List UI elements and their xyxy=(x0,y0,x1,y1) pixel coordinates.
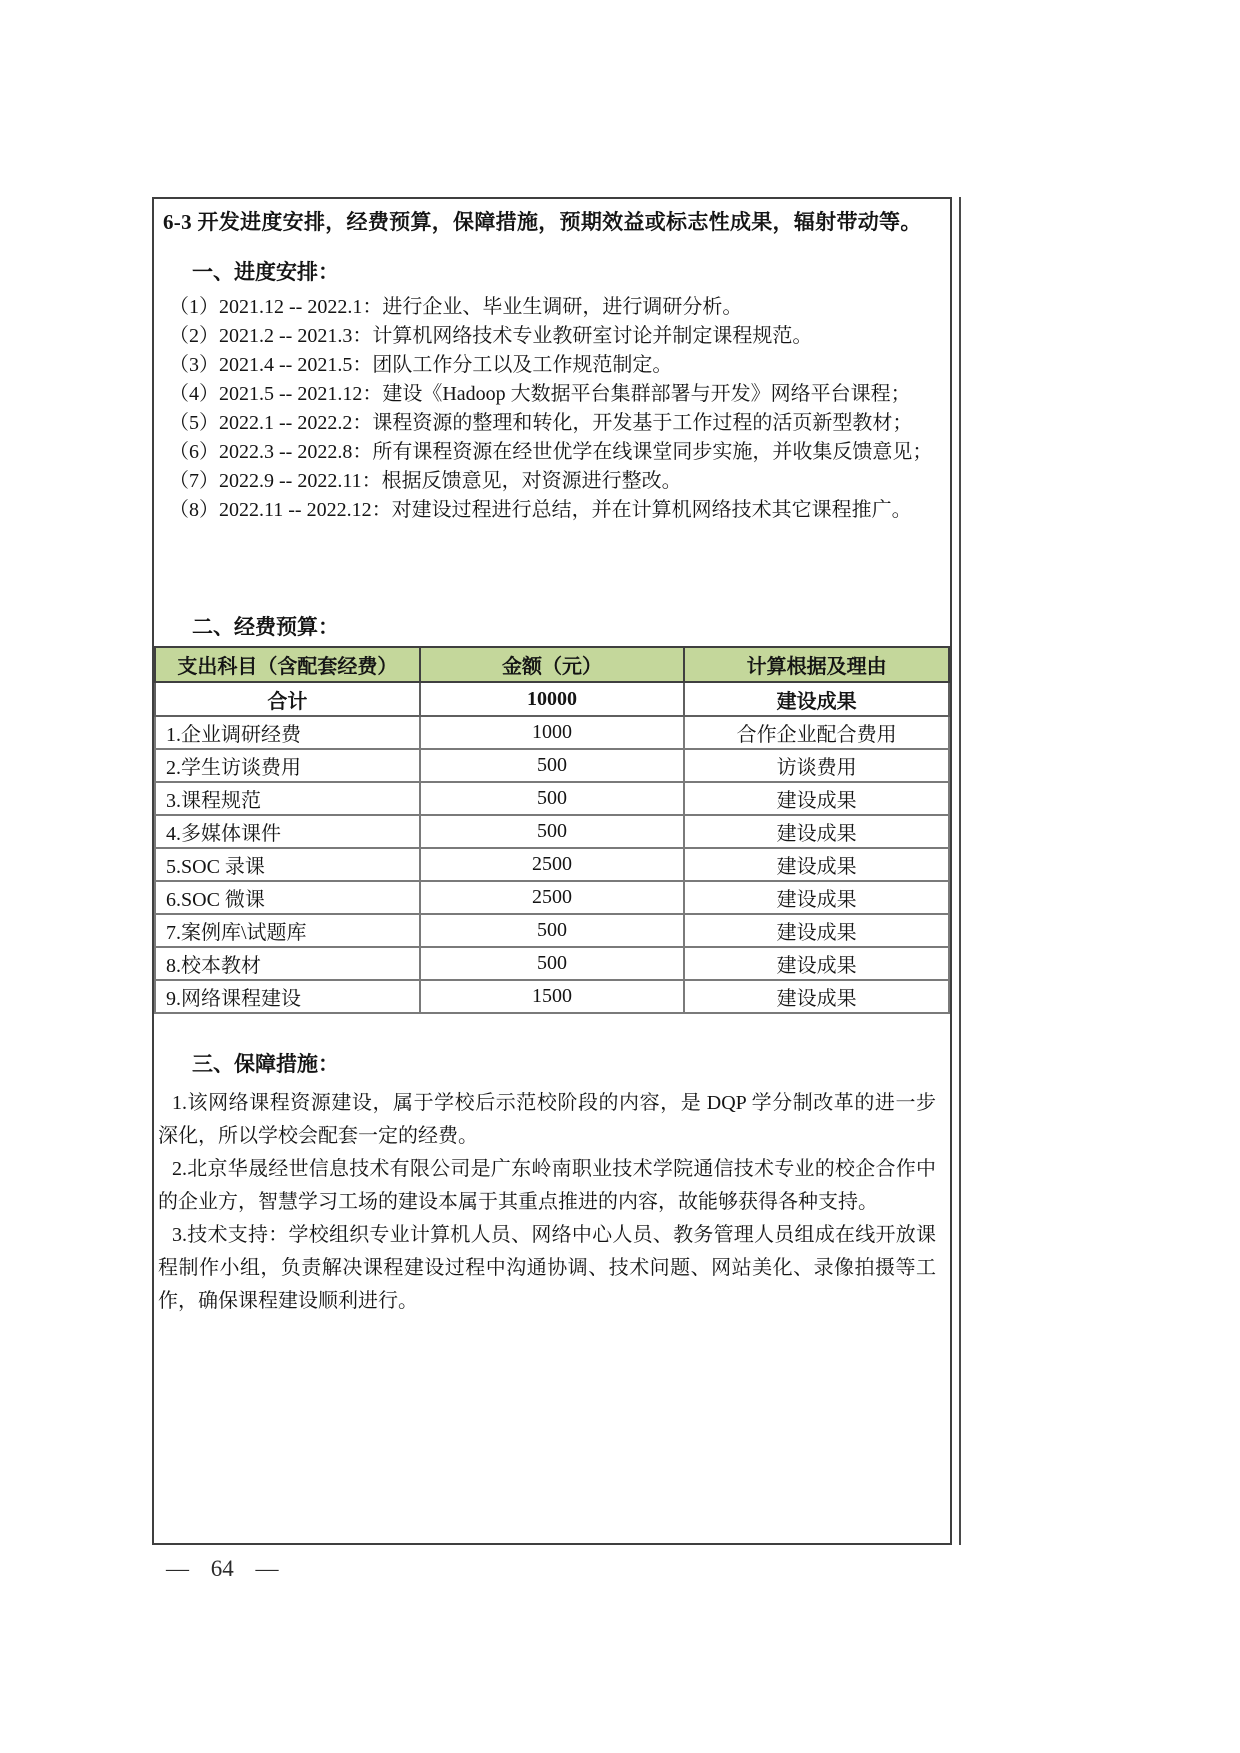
schedule-item: （7）2022.9 -- 2022.11：根据反馈意见，对资源进行整改。 xyxy=(169,470,682,492)
budget-cell: 7.案例库\试题库 xyxy=(155,914,420,947)
safeguards-paragraphs xyxy=(158,1087,936,1318)
budget-cell: 9.网络课程建设 xyxy=(155,980,420,1013)
budget-table-body xyxy=(155,682,949,1013)
form-section-6-3 xyxy=(152,197,952,1545)
budget-cell: 6.SOC 微课 xyxy=(155,881,420,914)
safeguard-paragraph: 1.该网络课程资源建设，属于学校后示范校阶段的内容，是 DQP 学分制改革的进一步深化，所以学校会配套一定的经费。 xyxy=(158,1092,936,1147)
budget-column-header: 金额（元） xyxy=(420,647,685,682)
budget-summary-row xyxy=(155,682,949,716)
schedule-item: （1）2021.12 -- 2022.1：进行企业、毕业生调研，进行调研分析。 xyxy=(169,296,743,318)
budget-cell: 500 xyxy=(420,782,685,815)
budget-table-row xyxy=(155,947,949,980)
safeguard-paragraph: 3.技术支持：学校组织专业计算机人员、网络中心人员、教务管理人员组成在线开放课程制作小组，负责解决课程建设过程中沟通协调、技术问题、网站美化、录像拍摄等工作，确保课程建设顺利进行。 xyxy=(158,1224,936,1312)
schedule-item: （8）2022.11 -- 2022.12：对建设过程进行总结，并在计算机网络技术其它课程推广。 xyxy=(169,499,912,521)
schedule-item: （6）2022.3 -- 2022.8：所有课程资源在经世优学在线课堂同步实施，并收集反馈意见； xyxy=(169,441,933,463)
budget-cell: 2.学生访谈费用 xyxy=(155,749,420,782)
budget-cell: 建设成果 xyxy=(684,947,949,980)
budget-cell: 2500 xyxy=(420,881,685,914)
budget-table-header-row xyxy=(155,647,949,682)
budget-cell: 建设成果 xyxy=(684,848,949,881)
budget-table-row xyxy=(155,914,949,947)
budget-summary-cell: 建设成果 xyxy=(684,682,949,716)
schedule-list xyxy=(169,293,950,525)
budget-cell: 建设成果 xyxy=(684,914,949,947)
budget-cell: 建设成果 xyxy=(684,980,949,1013)
budget-table-row xyxy=(155,782,949,815)
budget-cell: 4.多媒体课件 xyxy=(155,815,420,848)
budget-cell: 500 xyxy=(420,914,685,947)
budget-cell: 1000 xyxy=(420,716,685,749)
schedule-item: （4）2021.5 -- 2021.12：建设《Hadoop 大数据平台集群部署与开发》网络平台课程； xyxy=(169,383,911,405)
safeguard-paragraph: 2.北京华晟经世信息技术有限公司是广东岭南职业技术学院通信技术专业的校企合作中的企业方，智慧学习工场的建设本属于其重点推进的内容，故能够获得各种支持。 xyxy=(158,1158,936,1213)
budget-table-row xyxy=(155,848,949,881)
budget-table-row xyxy=(155,749,949,782)
outer-table-right-border xyxy=(959,197,961,1545)
budget-heading: 二、经费预算： xyxy=(192,615,339,639)
budget-cell: 500 xyxy=(420,815,685,848)
budget-cell: 1500 xyxy=(420,980,685,1013)
budget-cell: 合作企业配合费用 xyxy=(684,716,949,749)
budget-cell: 500 xyxy=(420,947,685,980)
budget-cell: 8.校本教材 xyxy=(155,947,420,980)
budget-cell: 500 xyxy=(420,749,685,782)
budget-cell: 3.课程规范 xyxy=(155,782,420,815)
budget-cell: 1.企业调研经费 xyxy=(155,716,420,749)
budget-cell: 2500 xyxy=(420,848,685,881)
schedule-heading: 一、进度安排： xyxy=(192,260,339,284)
budget-table-row xyxy=(155,716,949,749)
budget-cell: 5.SOC 录课 xyxy=(155,848,420,881)
schedule-item: （5）2022.1 -- 2022.2：课程资源的整理和转化，开发基于工作过程的活页新型教材； xyxy=(169,412,913,434)
safeguards-heading: 三、保障措施： xyxy=(192,1052,339,1076)
budget-table-row xyxy=(155,881,949,914)
schedule-item: （3）2021.4 -- 2021.5：团队工作分工以及工作规范制定。 xyxy=(169,354,673,376)
schedule-item: （2）2021.2 -- 2021.3：计算机网络技术专业教研室讨论并制定课程规范。 xyxy=(169,325,813,347)
budget-column-header: 计算根据及理由 xyxy=(684,647,949,682)
budget-cell: 访谈费用 xyxy=(684,749,949,782)
page-number: — 64 — xyxy=(166,1556,279,1581)
budget-column-header: 支出科目（含配套经费） xyxy=(155,647,420,682)
budget-cell: 建设成果 xyxy=(684,782,949,815)
budget-summary-cell: 合计 xyxy=(155,682,420,716)
budget-summary-cell: 10000 xyxy=(420,682,685,716)
budget-table xyxy=(154,646,950,1014)
section-title: 6-3 开发进度安排，经费预算，保障措施，预期效益或标志性成果，辐射带动等。 xyxy=(163,210,922,234)
budget-cell: 建设成果 xyxy=(684,881,949,914)
budget-cell: 建设成果 xyxy=(684,815,949,848)
budget-table-row xyxy=(155,815,949,848)
budget-table-row xyxy=(155,980,949,1013)
